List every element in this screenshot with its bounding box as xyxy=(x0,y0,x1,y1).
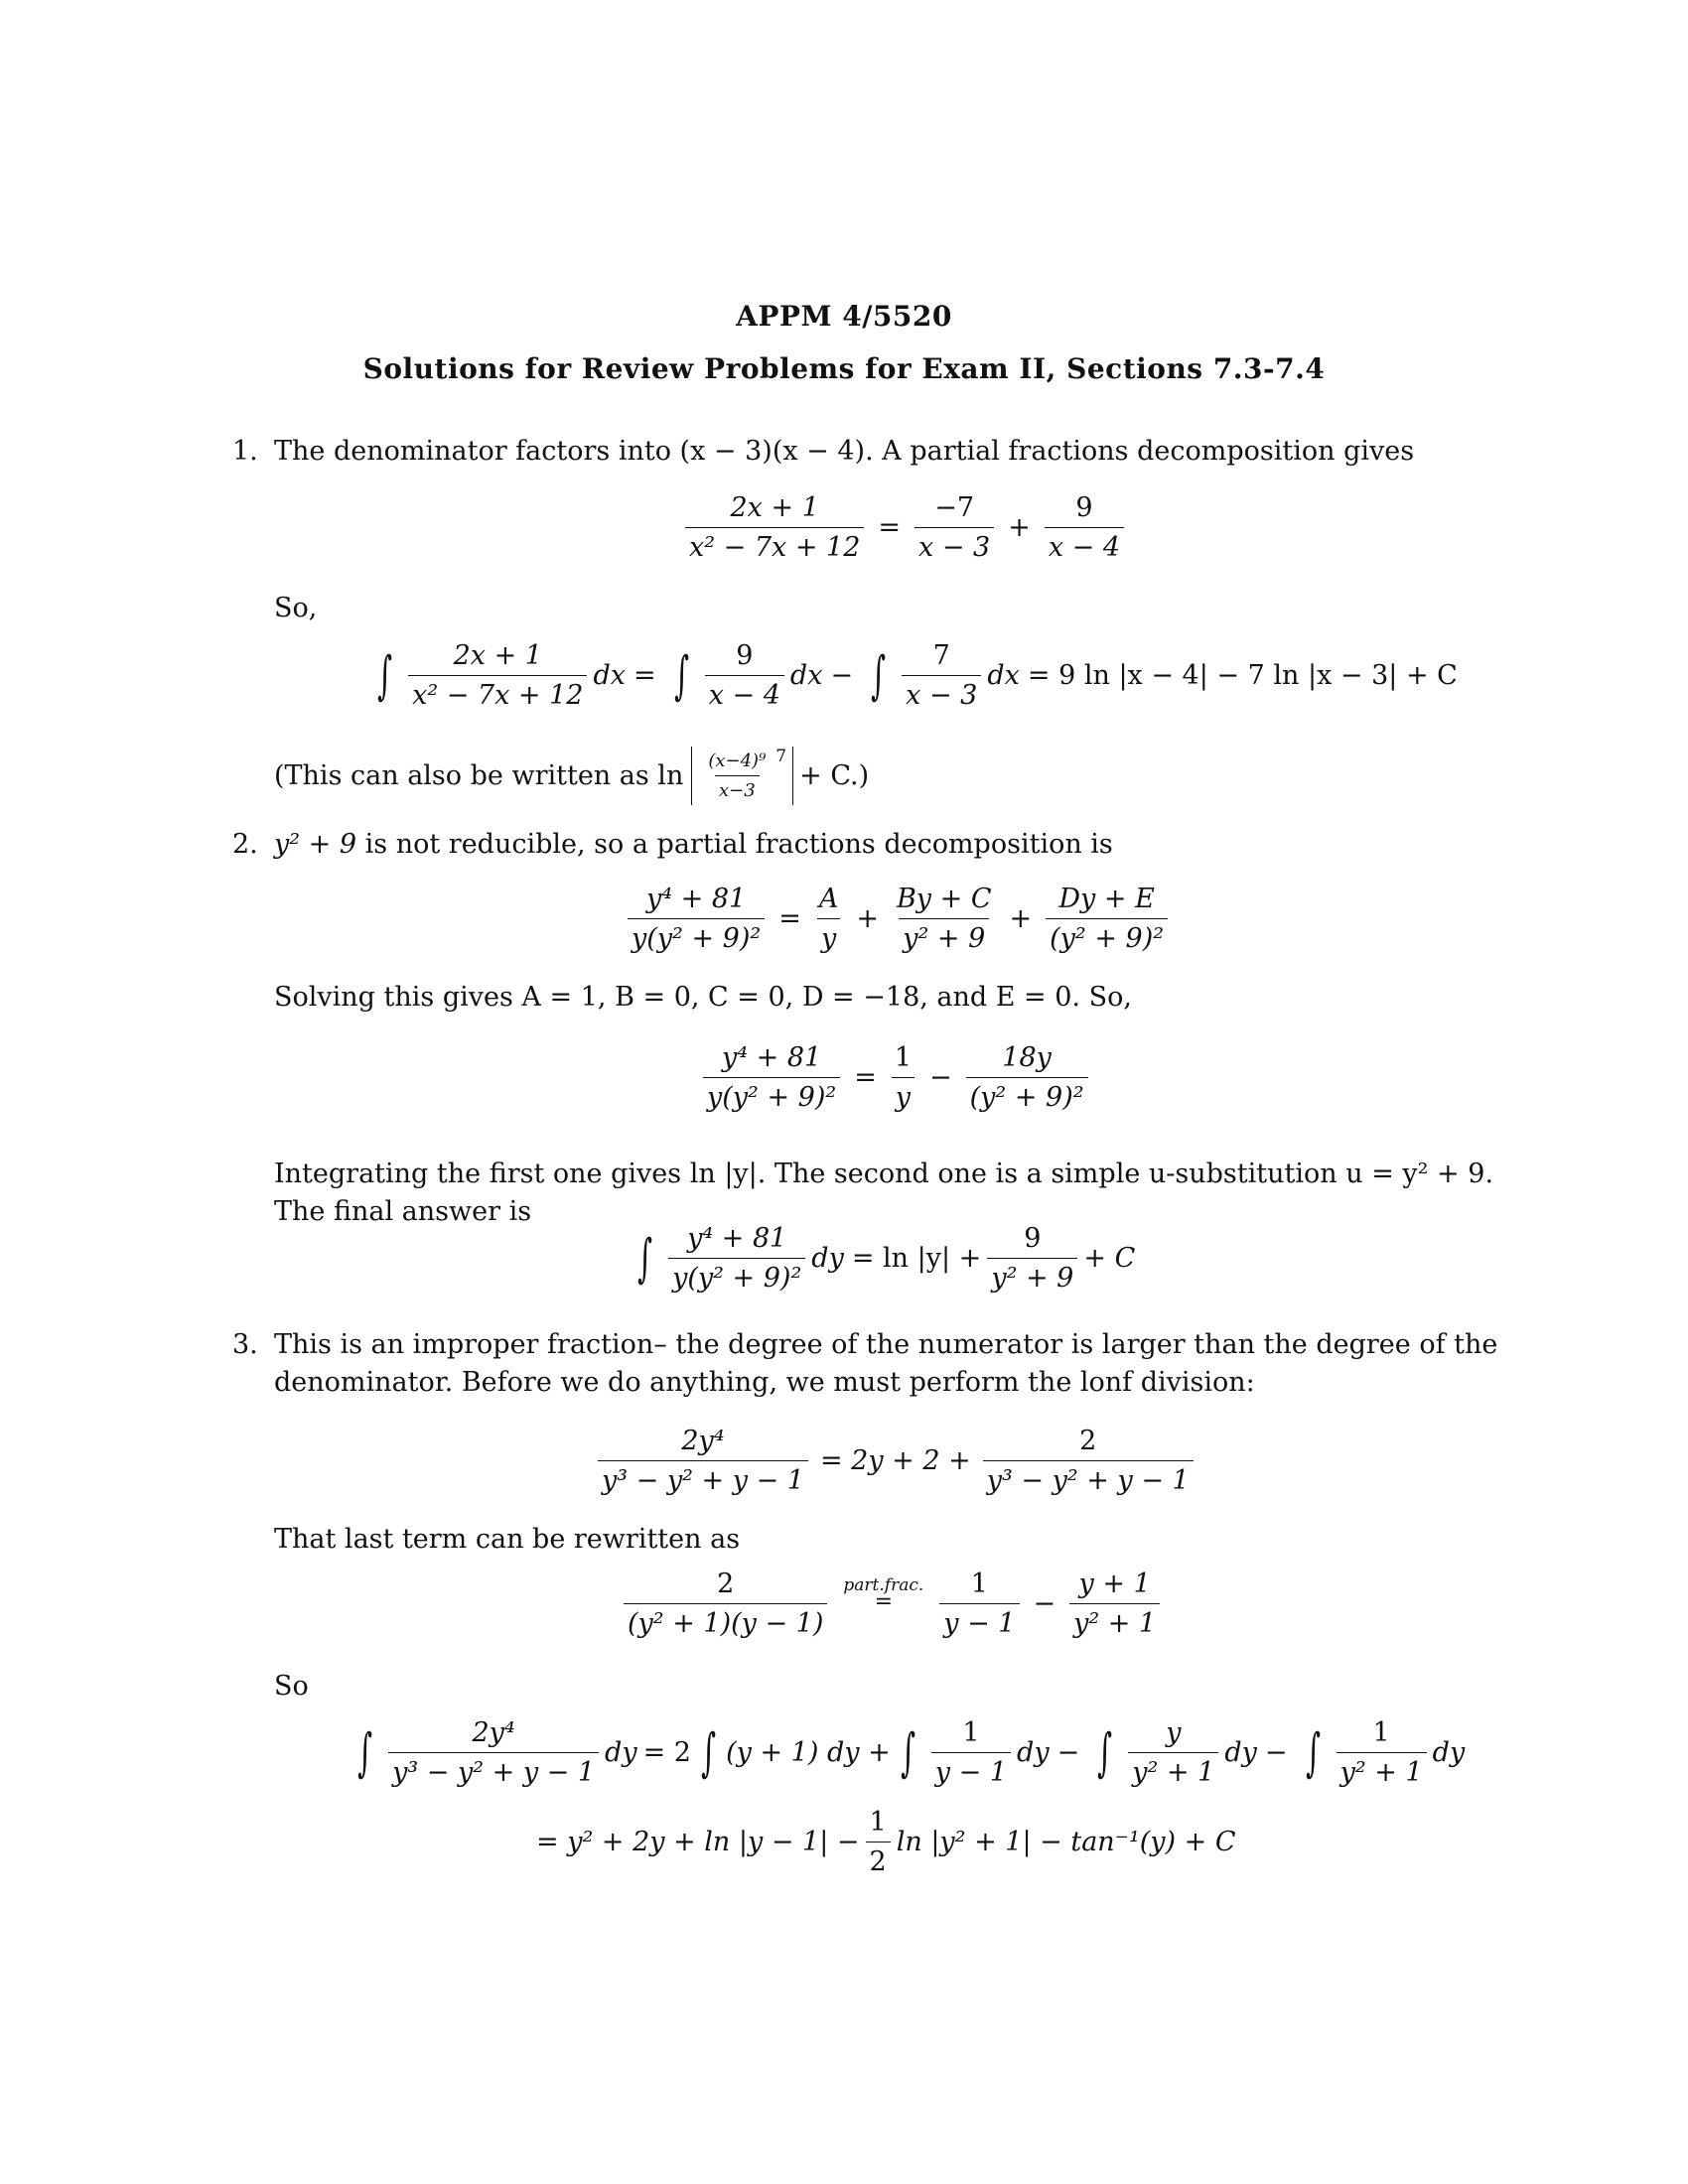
integral-sign-icon: ∫ xyxy=(1097,1722,1113,1783)
problem-2-explanation-1: Integrating the first one gives ln |y|. The second one is a simple u-substitution u = y² + 9. xyxy=(274,1159,1494,1189)
equals-sign: = xyxy=(854,1062,877,1093)
problem-3-partial-fractions xyxy=(618,1569,1166,1639)
fraction xyxy=(866,1807,891,1877)
numerator: 2y⁴ xyxy=(681,1426,725,1456)
numerator: 2x + 1 xyxy=(730,492,819,523)
fraction xyxy=(705,640,784,711)
equals-sign: = xyxy=(633,660,656,691)
denominator: y² + 1 xyxy=(1069,1603,1160,1639)
fraction xyxy=(598,1426,808,1496)
equals-sign: = xyxy=(778,903,801,934)
numerator: 2 xyxy=(717,1569,735,1599)
problem-3-intro-1: This is an improper fraction– the degree of the numerator is larger than the degree of the xyxy=(274,1329,1498,1360)
numerator: y xyxy=(1166,1717,1182,1748)
denominator: y xyxy=(892,1077,914,1113)
integral-sign-icon: ∫ xyxy=(871,645,887,706)
minus-sign: − xyxy=(1033,1588,1056,1619)
numerator: 1 xyxy=(970,1569,988,1599)
constant: + C xyxy=(1083,1243,1136,1274)
numerator: 9 xyxy=(1075,492,1093,523)
numerator: By + C xyxy=(896,884,992,914)
numerator: y⁴ + 81 xyxy=(645,884,747,914)
problem-2-solving: Solving this gives A = 1, B = 0, C = 0, D = −18, and E = 0. So, xyxy=(274,982,1132,1013)
integral-sign-icon: ∫ xyxy=(357,1722,372,1783)
numerator: y⁴ + 81 xyxy=(687,1223,787,1254)
denominator: y² + 1 xyxy=(1128,1752,1218,1788)
numerator: 1 xyxy=(1372,1717,1390,1748)
problem-3-division xyxy=(592,1426,1199,1496)
plus-sign: + xyxy=(1009,903,1033,934)
numerator: 18y xyxy=(1002,1042,1052,1073)
denominator: x − 3 xyxy=(902,675,981,711)
denominator: y² + 9 xyxy=(899,918,989,954)
denominator: (y² + 1)(y − 1) xyxy=(624,1603,827,1639)
course-title: APPM 4/5520 xyxy=(736,300,952,333)
fraction xyxy=(931,1717,1011,1788)
problem-2-simplified xyxy=(697,1042,1094,1113)
differential: dy xyxy=(1432,1737,1466,1768)
integral-sign-icon: ∫ xyxy=(377,645,392,706)
plus-sign: + xyxy=(1008,512,1031,543)
denominator: y xyxy=(817,918,840,954)
plus-sign: + xyxy=(856,903,879,934)
fraction xyxy=(685,492,864,563)
denominator: y³ − y² + y − 1 xyxy=(388,1752,599,1788)
denominator: x − 3 xyxy=(914,527,994,563)
result-part-1: = y² + 2y + ln |y − 1| − xyxy=(536,1827,860,1857)
denominator: (y² + 9)² xyxy=(1046,918,1168,954)
denominator: (y² + 9)² xyxy=(966,1077,1088,1113)
denominator: x−3 xyxy=(715,775,760,801)
denominator: y(y² + 9)² xyxy=(628,918,765,954)
problem-3-rewrite-label: That last term can be rewritten as xyxy=(274,1524,741,1555)
problem-2-decomposition xyxy=(622,884,1174,954)
equals-sign: = xyxy=(874,1588,894,1614)
fraction xyxy=(668,1223,805,1294)
problem-3-so: So xyxy=(274,1671,309,1702)
fraction xyxy=(1069,1569,1160,1639)
differential: dy xyxy=(1224,1737,1257,1768)
integral-sign-icon: ∫ xyxy=(900,1722,915,1783)
denominator: y − 1 xyxy=(931,1752,1011,1788)
numerator: (x−4)⁹ xyxy=(708,751,767,771)
numerator: Dy + E xyxy=(1058,884,1155,914)
problem-1-integral xyxy=(367,640,1458,711)
fraction xyxy=(815,884,843,954)
problem-3-intro-2: denominator. Before we do anything, we must perform the lonf division: xyxy=(274,1367,1255,1398)
minus-sign: − xyxy=(929,1062,952,1093)
problem-1-decomposition xyxy=(679,492,1130,563)
numerator: 9 xyxy=(736,640,754,671)
problem-1-intro: The denominator factors into (x − 3)(x − 4). A partial fractions decomposition gives xyxy=(274,436,1415,467)
absolute-value xyxy=(691,747,793,805)
fraction xyxy=(1128,1717,1218,1788)
minus-sign: − xyxy=(1264,1737,1288,1768)
denominator: y − 1 xyxy=(939,1603,1019,1639)
differential: dx xyxy=(789,660,823,691)
differential: dy xyxy=(811,1243,844,1274)
integral-sign-icon: ∫ xyxy=(637,1228,652,1289)
result-part-2: ln |y² + 1| − tan⁻¹(y) + C xyxy=(896,1827,1236,1857)
numerator: 1 xyxy=(869,1807,887,1838)
fraction xyxy=(703,1042,840,1113)
fraction xyxy=(704,751,770,801)
problem-1-alt-note xyxy=(274,747,869,805)
integral-sign-icon: ∫ xyxy=(673,645,689,706)
fraction xyxy=(983,1426,1194,1496)
note-suffix: + C.) xyxy=(799,760,870,791)
integral-sign-icon: ∫ xyxy=(701,1722,716,1783)
document-subtitle: Solutions for Review Problems for Exam II, Sections 7.3-7.4 xyxy=(362,352,1326,385)
problem-1-so: So, xyxy=(274,593,318,623)
annotated-equals xyxy=(843,1574,924,1614)
integral-sign-icon: ∫ xyxy=(1305,1722,1321,1783)
polynomial-term: (y + 1) dy + xyxy=(726,1737,891,1768)
differential: dy xyxy=(1017,1737,1050,1768)
problem-1-number: 1. xyxy=(232,436,258,467)
fraction xyxy=(966,1042,1088,1113)
fraction xyxy=(893,884,996,954)
fraction xyxy=(1046,884,1168,954)
fraction xyxy=(1336,1717,1427,1788)
differential: dy xyxy=(605,1737,637,1768)
denominator: y³ − y² + y − 1 xyxy=(983,1460,1194,1496)
minus-sign: − xyxy=(830,660,854,691)
problem-2-final-answer xyxy=(628,1223,1135,1294)
note-prefix: (This can also be written as ln xyxy=(274,760,684,791)
numerator: 2x + 1 xyxy=(453,640,542,671)
denominator: 2 xyxy=(866,1842,891,1877)
fraction xyxy=(939,1569,1019,1639)
numerator: A xyxy=(818,884,839,914)
problem-2-explanation-2: The final answer is xyxy=(274,1196,532,1227)
denominator: y³ − y² + y − 1 xyxy=(598,1460,808,1496)
differential: dx xyxy=(593,660,626,691)
quotient: = 2y + 2 + xyxy=(819,1445,971,1476)
denominator: y(y² + 9)² xyxy=(703,1077,840,1113)
fraction xyxy=(891,1042,915,1113)
denominator: y² + 9 xyxy=(987,1258,1077,1294)
numerator: 1 xyxy=(962,1717,980,1748)
denominator: x² − 7x + 12 xyxy=(408,675,587,711)
numerator: 2y⁴ xyxy=(472,1717,515,1748)
differential: dx xyxy=(987,660,1020,691)
annotation: part.frac. xyxy=(843,1574,924,1595)
numerator: 7 xyxy=(932,640,950,671)
denominator: x² − 7x + 12 xyxy=(685,527,864,563)
numerator: y + 1 xyxy=(1078,1569,1151,1599)
denominator: y² + 1 xyxy=(1336,1752,1427,1788)
fraction xyxy=(987,1223,1077,1294)
fraction xyxy=(628,884,765,954)
problem-3-number: 3. xyxy=(232,1329,258,1360)
intro-expression: y² + 9 xyxy=(274,829,357,860)
problem-2-number: 2. xyxy=(232,829,258,860)
problem-2-intro xyxy=(274,826,1113,864)
fraction xyxy=(388,1717,599,1788)
denominator: y(y² + 9)² xyxy=(668,1258,805,1294)
fraction xyxy=(408,640,587,711)
numerator: −7 xyxy=(934,492,975,523)
integral-result: = 9 ln |x − 4| − 7 ln |x − 3| + C xyxy=(1027,660,1458,691)
fraction xyxy=(902,640,981,711)
problem-3-result xyxy=(536,1807,1236,1877)
equals-sign: = xyxy=(878,512,902,543)
denominator: x − 4 xyxy=(705,675,784,711)
numerator: y⁴ + 81 xyxy=(721,1042,822,1073)
fraction xyxy=(624,1569,827,1639)
fraction xyxy=(914,492,994,563)
denominator: x − 4 xyxy=(1045,527,1124,563)
intro-text: is not reducible, so a partial fractions decomposition is xyxy=(364,829,1113,860)
exponent: 7 xyxy=(775,747,787,766)
numerator: 1 xyxy=(894,1042,913,1073)
numerator: 9 xyxy=(1024,1223,1042,1254)
result-middle: = ln |y| + xyxy=(851,1243,982,1274)
fraction xyxy=(1045,492,1124,563)
numerator: 2 xyxy=(1079,1426,1097,1456)
minus-sign: − xyxy=(1056,1737,1080,1768)
coefficient: = 2 xyxy=(642,1737,691,1768)
problem-3-integral xyxy=(348,1717,1465,1788)
